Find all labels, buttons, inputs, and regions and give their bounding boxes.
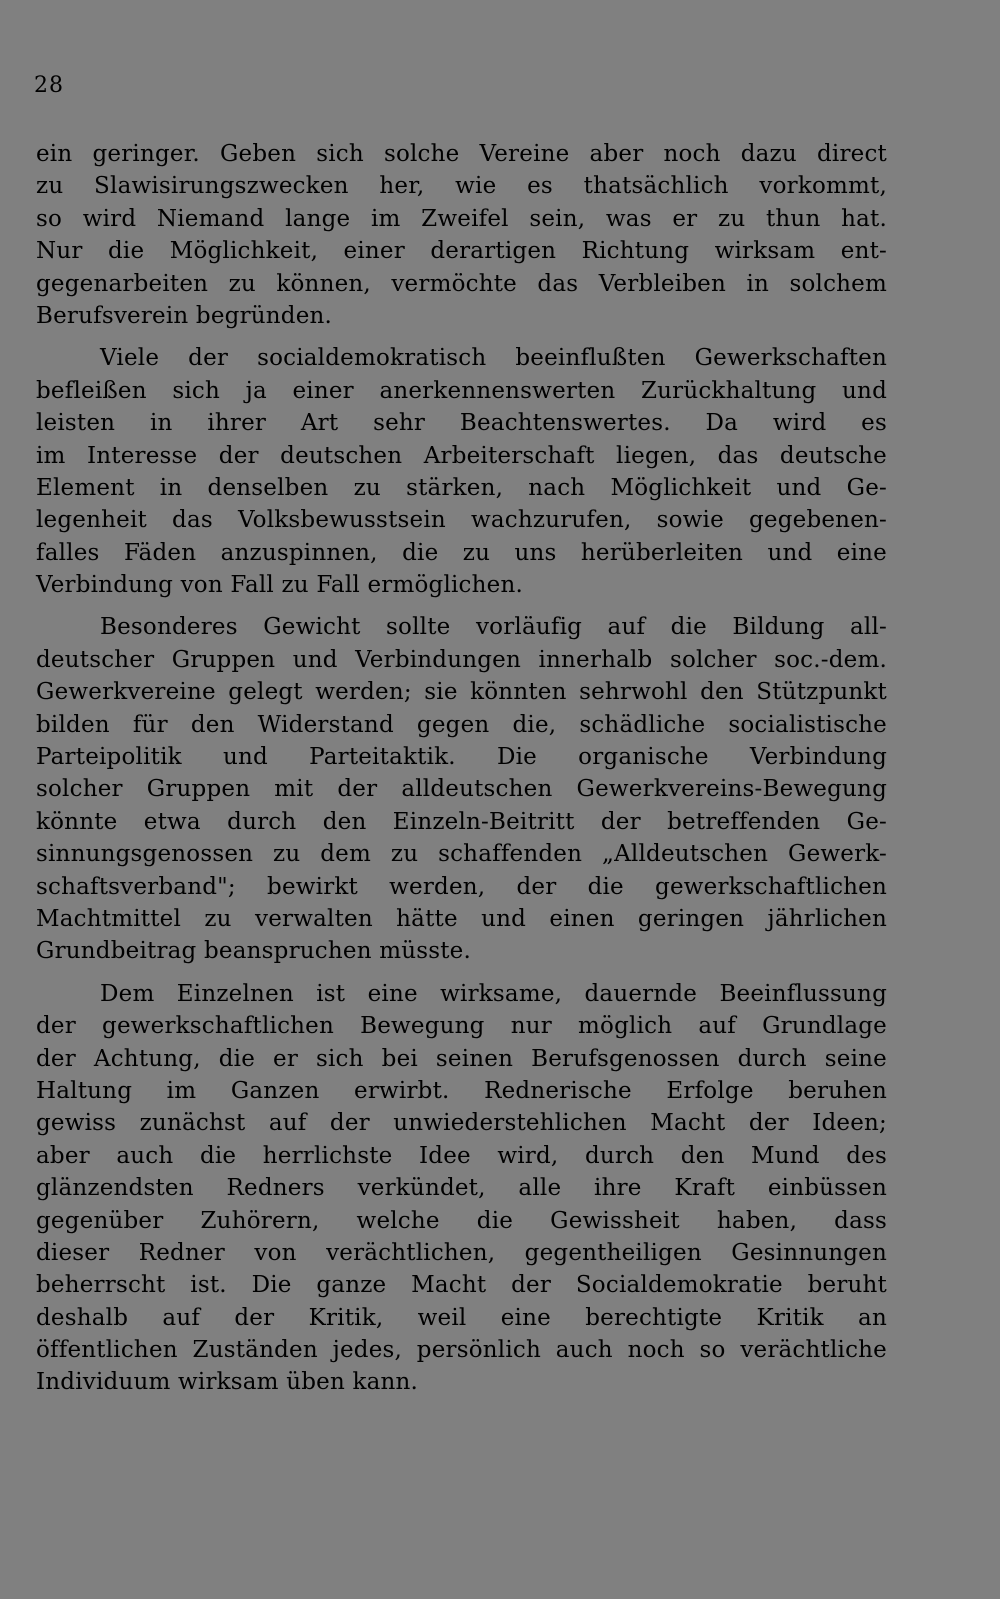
paragraph-4: [36, 978, 887, 1399]
text-line: aber auch die herrlichste Idee wird, durch den Mund des: [36, 1142, 887, 1169]
text-line: deshalb auf der Kritik, weil eine berechtigte Kritik an: [36, 1304, 887, 1331]
text-line: legenheit das Volksbewusstsein wachzurufen, sowie gegebenen-: [36, 507, 887, 534]
text-line: Besonderes Gewicht sollte vorläufig auf die Bildung all-: [100, 614, 887, 641]
text-line: der gewerkschaftlichen Bewegung nur möglich auf Grundlage: [36, 1013, 887, 1040]
text-line: beherrscht ist. Die ganze Macht der Socialdemokratie beruht: [36, 1272, 887, 1299]
text-line: deutscher Gruppen und Verbindungen innerhalb solcher soc.-dem.: [36, 646, 887, 673]
text-line: im Interesse der deutschen Arbeiterschaft liegen, das deutsche: [36, 442, 887, 469]
text-line: Haltung im Ganzen erwirbt. Rednerische Erfolge beruhen: [36, 1077, 887, 1104]
text-line: Gewerkvereine gelegt werden; sie könnten sehrwohl den Stützpunkt: [36, 679, 887, 706]
text-line: falles Fäden anzuspinnen, die zu uns herüberleiten und eine: [36, 539, 887, 566]
text-line: Nur die Möglichkeit, einer derartigen Richtung wirksam ent-: [36, 238, 887, 265]
text-line: öffentlichen Zuständen jedes, persönlich auch noch so verächtliche: [36, 1337, 887, 1364]
text-line: gewiss zunächst auf der unwiederstehlichen Macht der Ideen;: [36, 1110, 887, 1137]
text-line: könnte etwa durch den Einzeln-Beitritt der betreffenden Ge-: [36, 808, 887, 835]
paragraph-3: [36, 611, 887, 967]
text-line: bilden für den Widerstand gegen die, schädliche socialistische: [36, 711, 887, 738]
text-line: gegenarbeiten zu können, vermöchte das Verbleiben in solchem: [36, 270, 887, 297]
page-number: 28: [34, 73, 64, 98]
text-line: solcher Gruppen mit der alldeutschen Gewerkvereins-Bewegung: [36, 776, 887, 803]
paragraph-1: [36, 138, 887, 332]
text-line: befleißen sich ja einer anerkennenswerten Zurückhaltung und: [36, 377, 887, 404]
text-line: Grundbeitrag beanspruchen müsste.: [36, 938, 472, 965]
text-line: sinnungsgenossen zu dem zu schaffenden „Alldeutschen Gewerk-: [36, 841, 887, 868]
text-line: Viele der socialdemokratisch beeinflußten Gewerkschaften: [100, 345, 887, 372]
text-line: Parteipolitik und Parteitaktik. Die organische Verbindung: [36, 744, 887, 771]
text-line: Berufsverein begründen.: [36, 302, 333, 329]
text-line: glänzendsten Redners verkündet, alle ihre Kraft einbüssen: [36, 1175, 887, 1202]
text-line: Individuum wirksam üben kann.: [36, 1369, 419, 1396]
text-line: zu Slawisirungszwecken her, wie es thatsächlich vorkommt,: [36, 173, 887, 200]
text-line: leisten in ihrer Art sehr Beachtenswertes. Da wird es: [36, 410, 887, 437]
text-line: Machtmittel zu verwalten hätte und einen geringen jährlichen: [36, 905, 887, 932]
text-line: der Achtung, die er sich bei seinen Berufsgenossen durch seine: [36, 1045, 887, 1072]
text-line: ein geringer. Geben sich solche Vereine aber noch dazu direct: [36, 141, 887, 167]
text-line: Dem Einzelnen ist eine wirksame, dauernde Beeinflussung: [100, 980, 887, 1007]
text-line: gegenüber Zuhörern, welche die Gewissheit haben, dass: [36, 1207, 887, 1234]
text-line: Element in denselben zu stärken, nach Möglichkeit und Ge-: [36, 474, 887, 501]
text-line: dieser Redner von verächtlichen, gegentheiligen Gesinnungen: [36, 1239, 887, 1266]
paragraph-2: [36, 342, 887, 601]
text-line: Verbindung von Fall zu Fall ermöglichen.: [36, 572, 523, 599]
text-line: so wird Niemand lange im Zweifel sein, was er zu thun hat.: [36, 205, 887, 232]
text-line: schaftsverband"; bewirkt werden, der die gewerkschaftlichen: [36, 873, 887, 900]
body-text: [36, 138, 887, 1399]
